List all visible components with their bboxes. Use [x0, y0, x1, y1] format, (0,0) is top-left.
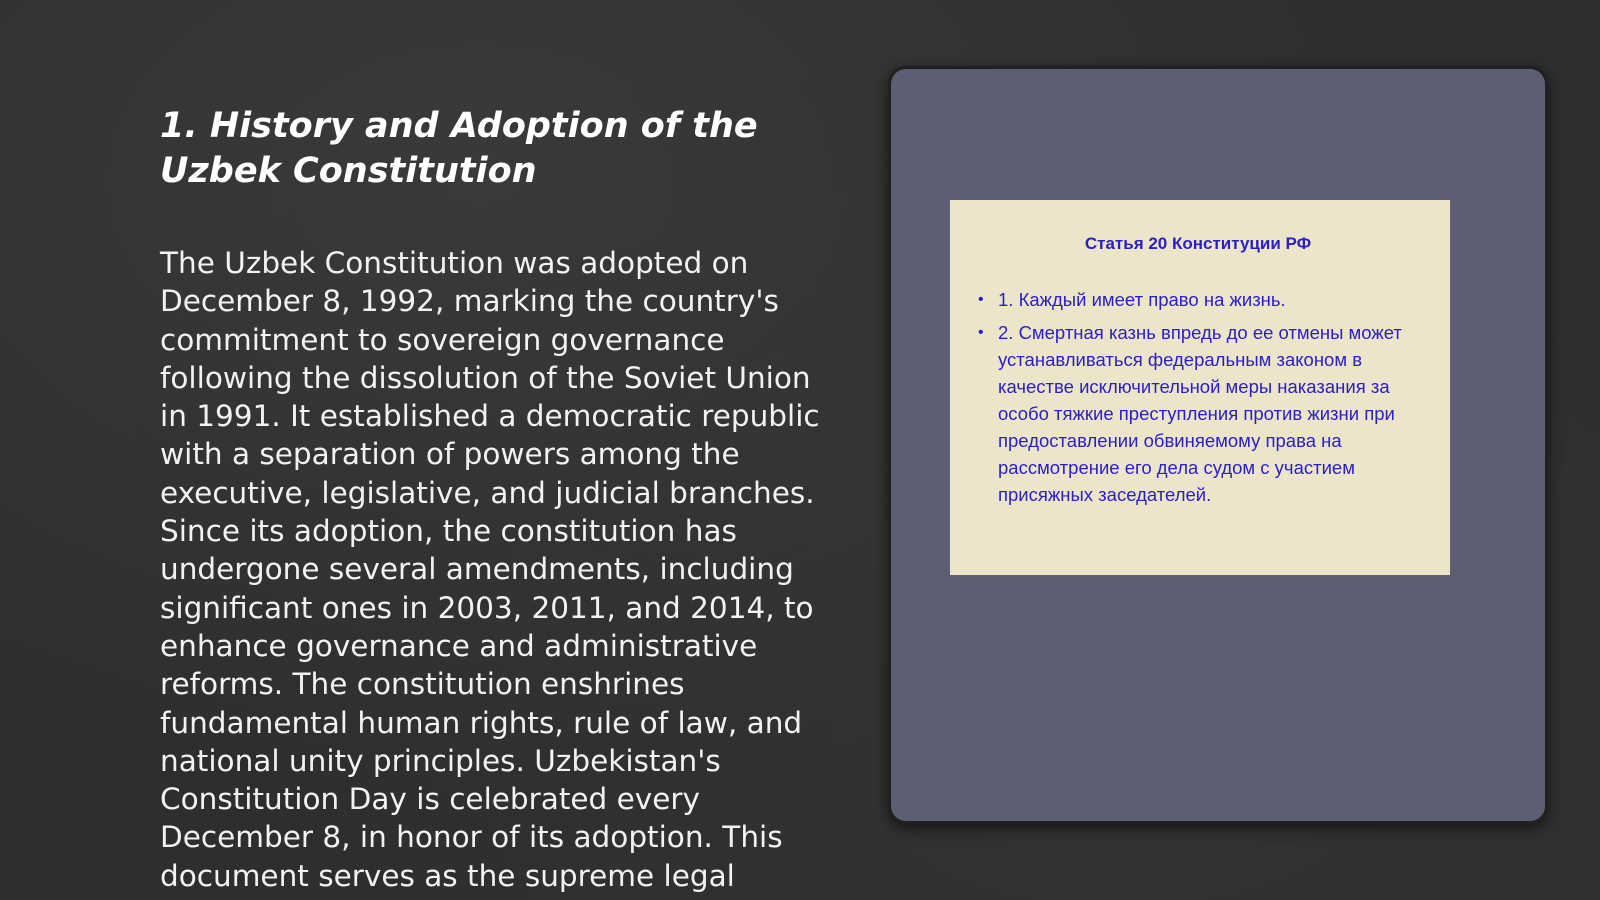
article-item-text: 2. Смертная казнь впредь до ее отмены может устанавливаться федеральным законом в качестве исключительной меры наказания за особо тяжкие преступления против жизни при предоставлении обвиняемому права на рассмотрение его дела судом с участием присяжных заседателей. — [998, 322, 1402, 505]
slide-title: 1. History and Adoption of the Uzbek Constitution — [160, 106, 758, 191]
article-item — [976, 319, 1420, 508]
article-heading: Статья 20 Конституции РФ — [1084, 234, 1312, 253]
article-item-text: 1. Каждый имеет право на жизнь. — [998, 289, 1286, 310]
constitution-article-image — [950, 200, 1450, 575]
bullet-icon: • — [978, 291, 984, 308]
slide-body-text: The Uzbek Constitution was adopted on December 8, 1992, marking the country's commitment to sovereign governance following the dissolution of the Soviet Union in 1991. It established a democratic republic with a separation of powers among the executive, legislative, and judicial branches. Since its adoption, the constitution has undergone several amendments, including significant ones in 2003, 2011, and 2014, to enhance governance and administrative reforms. The constitution enshrines fundamental human rights, rule of law, and national unity principles. Uzbekistan's Constitution Day is celebrated every December 8, in honor of its adoption. This document serves as the supreme legal — [160, 246, 820, 893]
bullet-icon: • — [978, 324, 984, 341]
article-list — [976, 286, 1420, 508]
article-item — [976, 286, 1420, 313]
